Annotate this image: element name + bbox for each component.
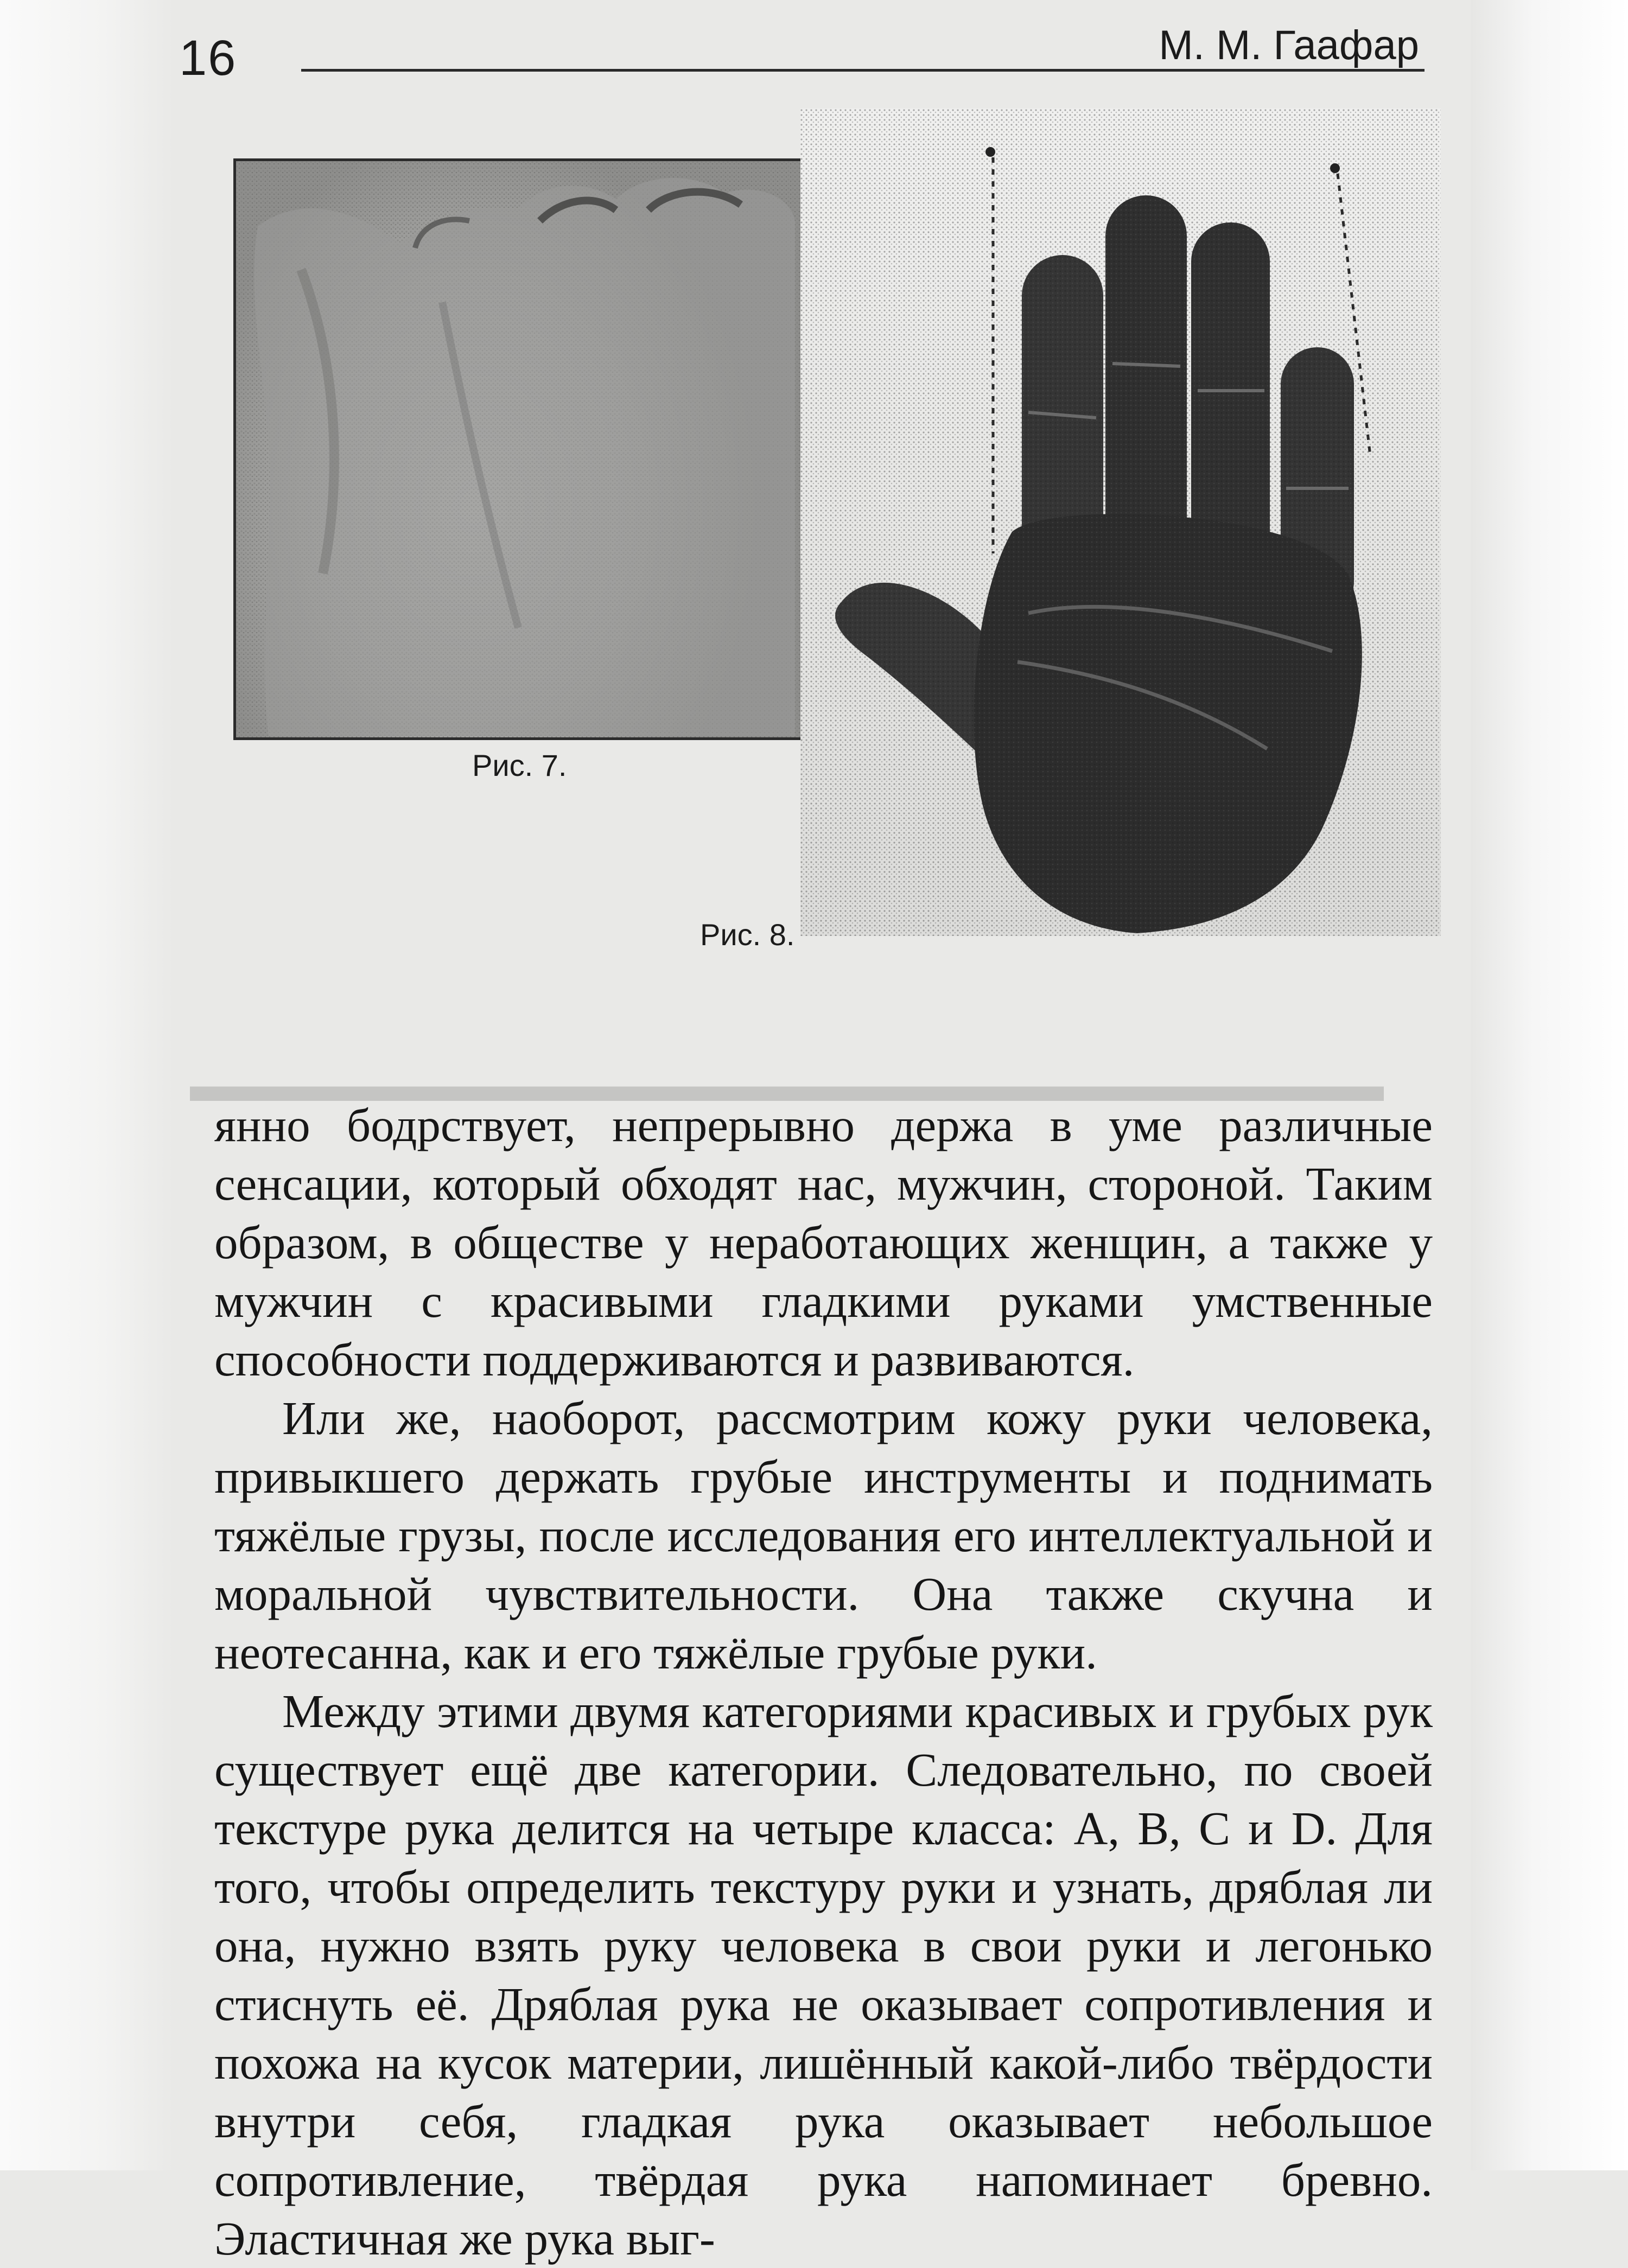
paragraph: Между этими двумя категориями красивых и грубых рук существует ещё две категории. Следовательно, по своей текстуре рука делится на четыре класса: А, В, С и D. Для того, чтобы определить текстуру руки и узнать, дряблая ли она, нужно взять руку человека в свои руки и легонько стиснуть её. Дряблая рука не оказывает сопротивления и похожа на кусок материи, лишённый какой-либо твёрдости внутри себя, гладкая рука оказывает небольшое сопротивление, твёрдая рука напоминает бревно. Эластичная же рука выг- [214,1685,1433,2265]
figure-7-photo [233,158,803,740]
paragraph: Или же, наоборот, рассмотрим кожу руки человека, привыкшего держать грубые инструменты и поднимать тяжёлые грузы, после исследования его интеллектуальной и моральной чувствительности. Она также скучна и неотесанна, как и его тяжёлые грубые руки. [214,1392,1433,1679]
palm-print-icon [800,109,1441,936]
figure-8-photo [800,109,1441,936]
header-rule [301,69,1424,72]
page-right-margin [1471,0,1628,2170]
handprint-icon [236,161,800,737]
running-title: М. М. Гаафар [1159,22,1419,68]
bleed-through-texture: ▬▬▬▬▬▬▬▬▬▬▬▬▬▬▬▬▬▬▬▬▬▬▬▬▬ [190,1059,1384,1112]
body-text [214,1096,1433,2268]
page-left-margin [0,0,174,2170]
figure-8-caption: Рис. 8. [700,918,795,952]
figure-7-caption: Рис. 7. [472,748,567,782]
paragraph: янно бодрствует, непрерывно держа в уме различные сенсации, который обходят нас, мужчин, стороной. Таким образом, в обществе у неработающих женщин, а также у мужчин с красивыми гладкими руками умственные способности поддерживаются и развиваются. [214,1099,1433,1386]
page-number: 16 [179,30,237,86]
